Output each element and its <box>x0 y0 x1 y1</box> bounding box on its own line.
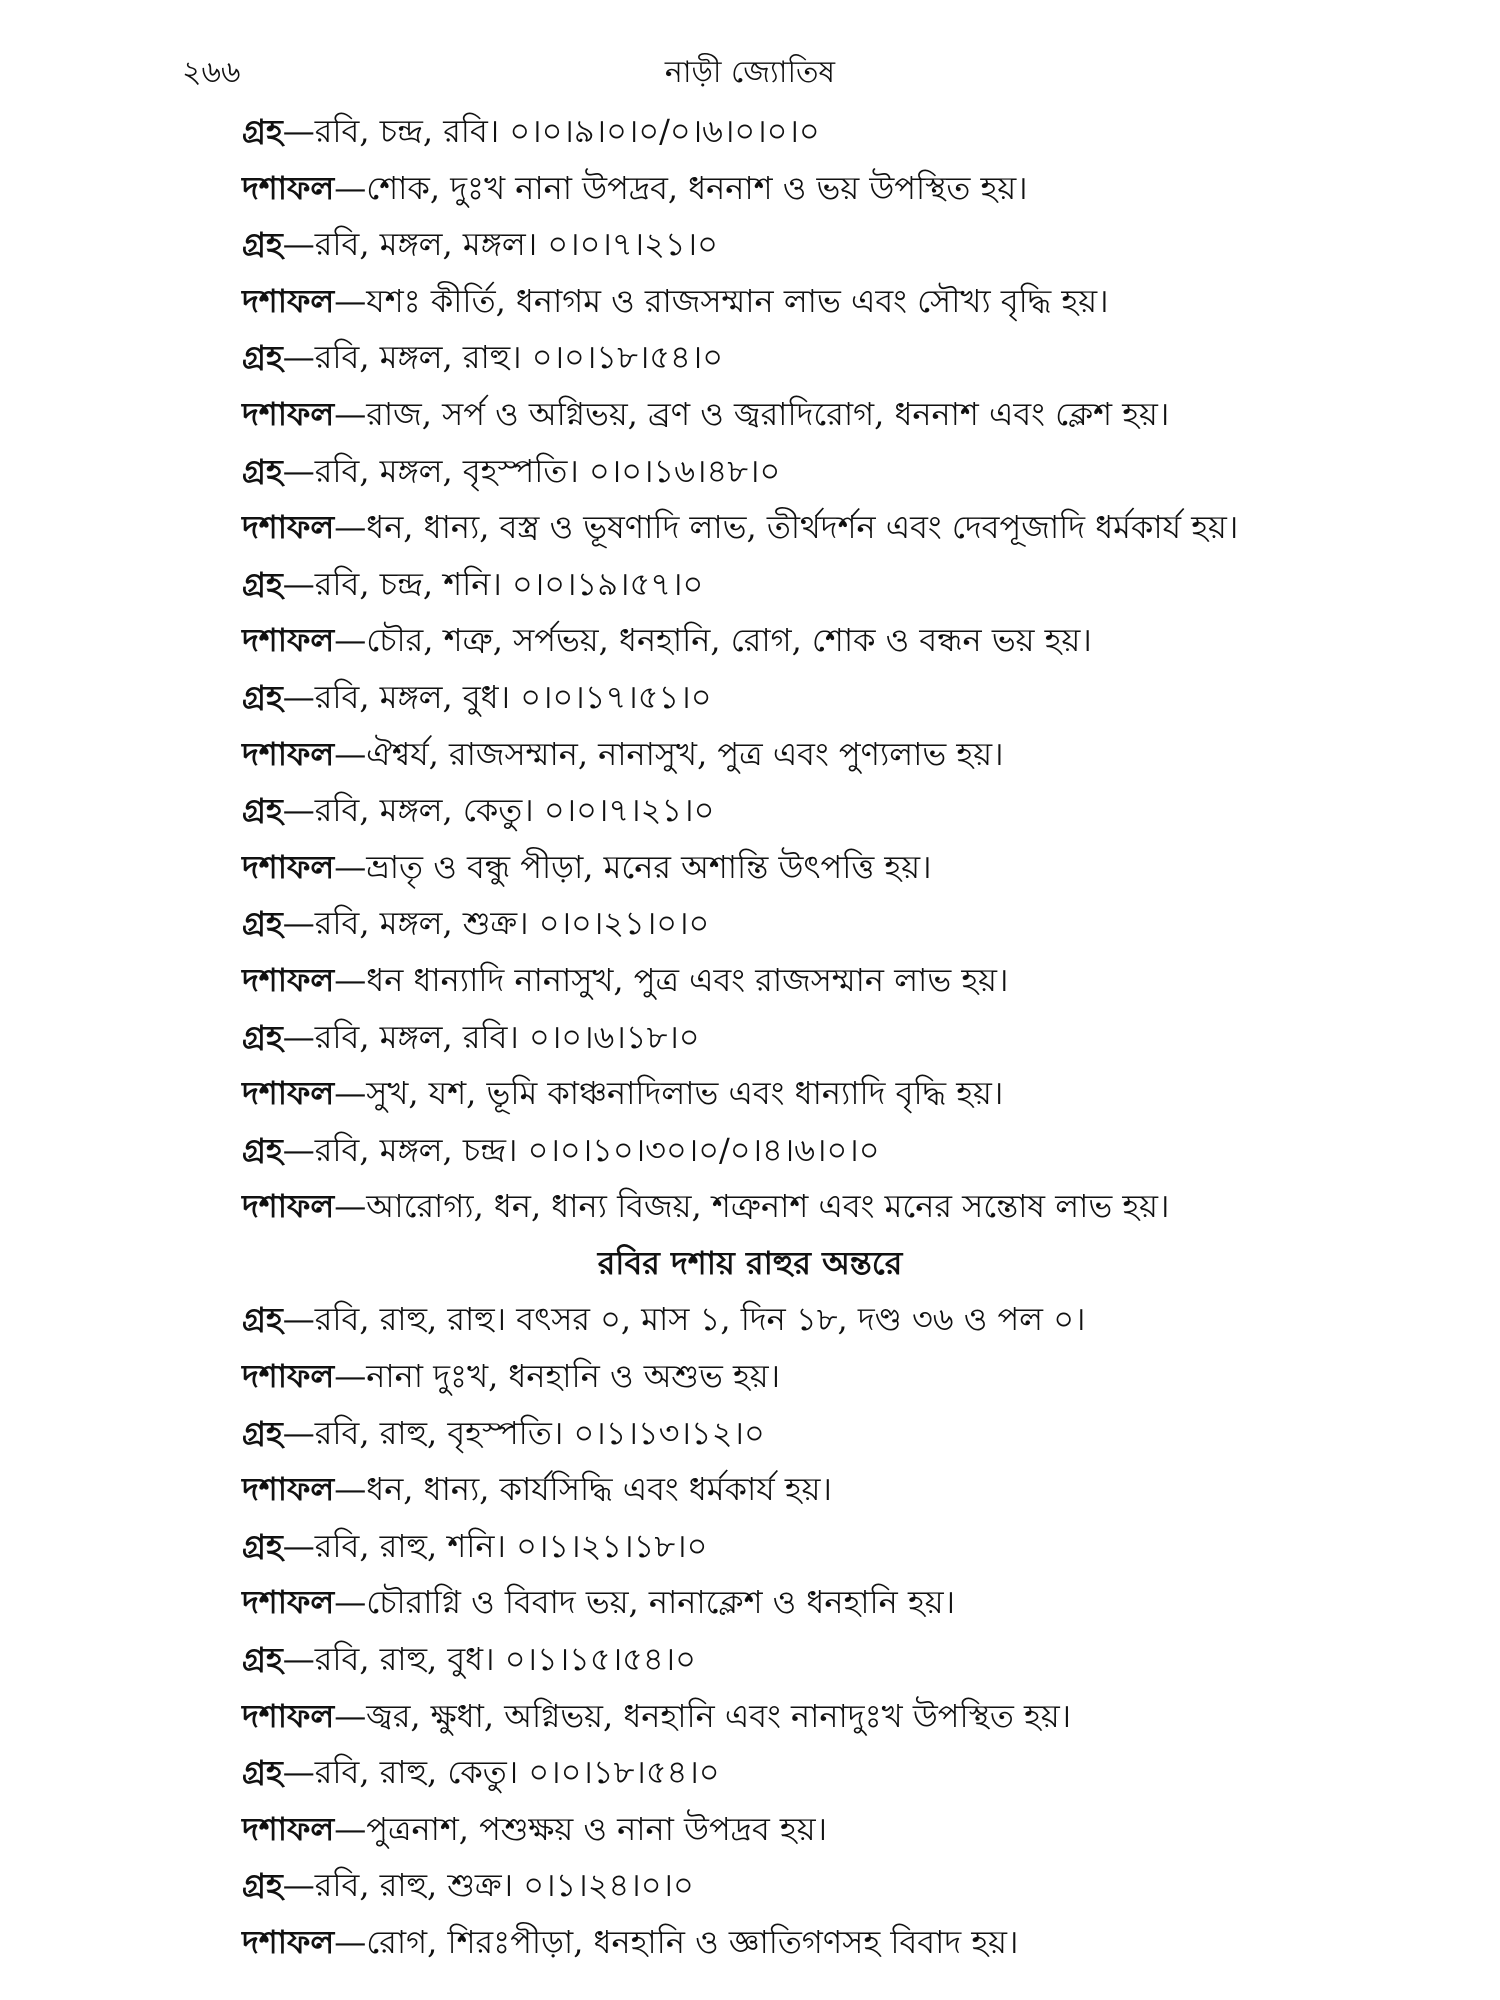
dashaphal-line <box>242 952 1402 1009</box>
graha-text: —রবি, মঙ্গল, মঙ্গল। ০।০।৭।২১।০ <box>282 225 718 264</box>
dashaphal-label: দশাফল <box>242 1583 335 1622</box>
graha-text: —রবি, রাহু, বৃহস্পতি। ০।১।১৩।১২।০ <box>282 1413 765 1452</box>
dashaphal-label: দশাফল <box>242 1187 335 1226</box>
dashaphal-line <box>242 1065 1402 1122</box>
dashaphal-label: দশাফল <box>242 168 335 207</box>
dashaphal-line <box>242 1574 1402 1631</box>
dashaphal-text: —সুখ, যশ, ভূমি কাঞ্চনাদিলাভ এবং ধান্যাদি বৃদ্ধি হয়। <box>334 1074 1004 1113</box>
graha-line <box>242 1291 1402 1348</box>
graha-line <box>242 895 1402 952</box>
dashaphal-text: —পুত্রনাশ, পশুক্ষয় ও নানা উপদ্রব হয়। <box>334 1809 828 1848</box>
graha-label: গ্রহ <box>242 564 283 603</box>
dashaphal-label: দশাফল <box>242 1357 335 1396</box>
graha-line <box>242 1744 1402 1801</box>
graha-line <box>242 1518 1402 1575</box>
graha-label: গ্রহ <box>242 1753 283 1792</box>
dashaphal-line <box>242 386 1402 443</box>
graha-line <box>242 1631 1402 1688</box>
dashaphal-text: —যশঃ কীর্তি, ধনাগম ও রাজসম্মান লাভ এবং সৌখ্য বৃদ্ধি হয়। <box>334 281 1109 320</box>
dashaphal-text: —ধন, ধান্য, বস্ত্র ও ভূষণাদি লাভ, তীর্থদর্শন এবং দেবপূজাদি ধর্মকার্য হয়। <box>334 508 1239 547</box>
dashaphal-label: দশাফল <box>242 1809 335 1848</box>
dashaphal-label: দশাফল <box>242 508 335 547</box>
dashaphal-text: —রোগ, শিরঃপীড়া, ধনহানি ও জ্ঞাতিগণসহ বিবাদ হয়। <box>334 1923 1019 1961</box>
graha-label: গ্রহ <box>242 1866 283 1905</box>
dashaphal-label: দশাফল <box>242 1923 335 1961</box>
graha-label: গ্রহ <box>242 677 283 716</box>
dashaphal-text: —রাজ, সর্প ও অগ্নিভয়, ব্রণ ও জ্বরাদিরোগ, ধননাশ এবং ক্লেশ হয়। <box>334 394 1170 433</box>
graha-text: —রবি, মঙ্গল, রবি। ০।০।৬।১৮।০ <box>282 1017 700 1056</box>
graha-text: —রবি, মঙ্গল, শুক্র। ০।০।২১।০।০ <box>282 904 710 943</box>
dashaphal-line <box>242 273 1402 330</box>
graha-text: —রবি, রাহু, শনি। ০।১।২১।১৮।০ <box>282 1526 708 1565</box>
dashaphal-text: —ঐশ্বর্য, রাজসম্মান, নানাসুখ, পুত্র এবং পুণ্যলাভ হয়। <box>334 734 1004 773</box>
dashaphal-line <box>242 1914 1402 1971</box>
page-header <box>0 48 1500 92</box>
dashaphal-text: —চৌরাগ্নি ও বিবাদ ভয়, নানাক্লেশ ও ধনহানি হয়। <box>334 1583 956 1622</box>
graha-label: গ্রহ <box>242 451 283 490</box>
dashaphal-label: দশাফল <box>242 960 335 999</box>
dashaphal-label: দশাফল <box>242 847 335 886</box>
dashaphal-label: দশাফল <box>242 1696 335 1735</box>
graha-text: —রবি, রাহু, কেতু। ০।০।১৮।৫৪।০ <box>282 1753 720 1792</box>
graha-line <box>242 216 1402 273</box>
section-heading: রবির দশায় রাহুর অন্তরে <box>597 1243 903 1282</box>
graha-label: গ্রহ <box>242 1130 283 1169</box>
graha-text: —রবি, চন্দ্র, শনি। ০।০।১৯।৫৭।০ <box>282 564 704 603</box>
graha-text: —রবি, মঙ্গল, রাহু। ০।০।১৮।৫৪।০ <box>282 338 724 377</box>
graha-label: গ্রহ <box>242 791 283 830</box>
graha-label: গ্রহ <box>242 1640 283 1679</box>
dashaphal-label: দশাফল <box>242 1074 335 1113</box>
dashaphal-line <box>242 1348 1402 1405</box>
dashaphal-label: দশাফল <box>242 1470 335 1509</box>
graha-label: গ্রহ <box>242 112 283 150</box>
graha-line <box>242 1857 1402 1914</box>
graha-text: —রবি, রাহু, বুধ। ০।১।১৫।৫৪।০ <box>282 1640 696 1679</box>
graha-label: গ্রহ <box>242 338 283 377</box>
page-content <box>242 103 1402 1971</box>
dashaphal-line <box>242 1688 1402 1745</box>
running-title: নাড়ী জ্যোতিষ <box>664 55 836 90</box>
dashaphal-line <box>242 726 1402 783</box>
dashaphal-text: —ভ্রাতৃ ও বন্ধু পীড়া, মনের অশান্তি উৎপত্তি হয়। <box>334 847 932 886</box>
dashaphal-text: —নানা দুঃখ, ধনহানি ও অশুভ হয়। <box>334 1357 781 1396</box>
dashaphal-line <box>242 839 1402 896</box>
dashaphal-line <box>242 1178 1402 1235</box>
dashaphal-label: দশাফল <box>242 734 335 773</box>
graha-label: গ্রহ <box>242 1413 283 1452</box>
graha-label: গ্রহ <box>242 1526 283 1565</box>
graha-text: —রবি, রাহু, রাহু। বৎসর ০, মাস ১, দিন ১৮, দণ্ড ৩৬ ও পল ০। <box>282 1300 1086 1339</box>
dashaphal-text: —আরোগ্য, ধন, ধান্য বিজয়, শত্রুনাশ এবং মনের সন্তোষ লাভ হয়। <box>334 1187 1170 1226</box>
dashaphal-label: দশাফল <box>242 281 335 320</box>
dashaphal-label: দশাফল <box>242 621 335 660</box>
graha-text: —রবি, রাহু, শুক্র। ০।১।২৪।০।০ <box>282 1866 694 1905</box>
graha-line <box>242 103 1402 160</box>
graha-line <box>242 782 1402 839</box>
graha-line <box>242 1009 1402 1066</box>
graha-line <box>242 1405 1402 1462</box>
dashaphal-label: দশাফল <box>242 394 335 433</box>
page-number: ২৬৬ <box>182 55 241 90</box>
graha-text: —রবি, চন্দ্র, রবি। ০।০।৯।০।০/০।৬।০।০।০ <box>282 112 820 150</box>
graha-line <box>242 556 1402 613</box>
graha-line <box>242 669 1402 726</box>
graha-text: —রবি, মঙ্গল, বৃহস্পতি। ০।০।১৬।৪৮।০ <box>282 451 781 490</box>
graha-text: —রবি, মঙ্গল, কেতু। ০।০।৭।২১।০ <box>282 791 715 830</box>
graha-line <box>242 1122 1402 1179</box>
dashaphal-text: —শোক, দুঃখ নানা উপদ্রব, ধননাশ ও ভয় উপস্থিত হয়। <box>334 168 1028 207</box>
dashaphal-text: —জ্বর, ক্ষুধা, অগ্নিভয়, ধনহানি এবং নানাদুঃখ উপস্থিত হয়। <box>334 1696 1072 1735</box>
dashaphal-line <box>242 1801 1402 1858</box>
graha-label: গ্রহ <box>242 1300 283 1339</box>
graha-text: —রবি, মঙ্গল, বুধ। ০।০।১৭।৫১।০ <box>282 677 712 716</box>
graha-label: গ্রহ <box>242 904 283 943</box>
dashaphal-line <box>242 499 1402 556</box>
dashaphal-line <box>242 160 1402 217</box>
dashaphal-line <box>242 1461 1402 1518</box>
dashaphal-text: —ধন, ধান্য, কার্যসিদ্ধি এবং ধর্মকার্য হয়। <box>334 1470 832 1509</box>
dashaphal-line <box>242 612 1402 669</box>
graha-text: —রবি, মঙ্গল, চন্দ্র। ০।০।১০।৩০।০/০।৪।৬।০।০ <box>282 1130 880 1169</box>
graha-label: গ্রহ <box>242 1017 283 1056</box>
dashaphal-text: —ধন ধান্যাদি নানাসুখ, পুত্র এবং রাজসম্মান লাভ হয়। <box>334 960 1009 999</box>
graha-label: গ্রহ <box>242 225 283 264</box>
dashaphal-text: —চৌর, শত্রু, সর্পভয়, ধনহানি, রোগ, শোক ও বন্ধন ভয় হয়। <box>334 621 1092 660</box>
graha-line <box>242 329 1402 386</box>
graha-line <box>242 443 1402 500</box>
